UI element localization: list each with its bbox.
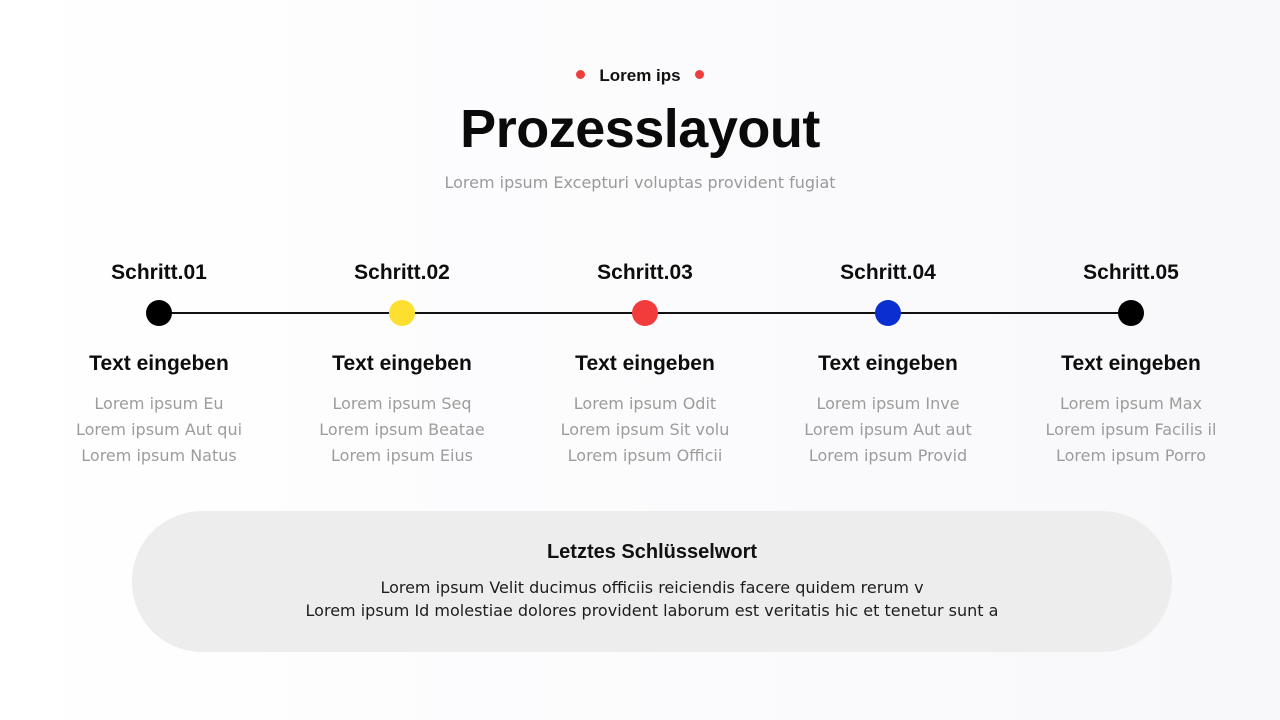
step-description-line: Lorem ipsum Officii — [567, 446, 723, 465]
step-description-line: Lorem ipsum Provid — [808, 446, 968, 465]
step-description — [768, 391, 1008, 469]
keyword-text — [132, 576, 1172, 622]
step-heading: Text eingeben — [89, 352, 229, 375]
step-description — [39, 391, 279, 469]
step-description — [525, 391, 765, 469]
red-dot-icon — [695, 70, 704, 79]
step-description-line: Lorem ipsum Inve — [816, 394, 960, 413]
step-label: Schritt.05 — [1083, 261, 1179, 284]
step-heading: Text eingeben — [1061, 352, 1201, 375]
step-dot-icon — [632, 300, 658, 326]
step-description-line: Lorem ipsum Sit volu — [560, 420, 730, 439]
step-heading: Text eingeben — [332, 352, 472, 375]
page-subtitle: Lorem ipsum Excepturi voluptas provident fugiat — [444, 173, 836, 192]
step-label: Schritt.03 — [597, 261, 693, 284]
step-dot-icon — [1118, 300, 1144, 326]
step-description-line: Lorem ipsum Eius — [331, 446, 473, 465]
step-dot-icon — [875, 300, 901, 326]
eyebrow — [0, 66, 1280, 86]
step-description-line: Lorem ipsum Facilis il — [1045, 420, 1217, 439]
step-description-line: Lorem ipsum Eu — [94, 394, 224, 413]
step-description — [282, 391, 522, 469]
step-description-line: Lorem ipsum Aut qui — [75, 420, 243, 439]
step-label: Schritt.04 — [840, 261, 936, 284]
step-heading: Text eingeben — [575, 352, 715, 375]
step-description-line: Lorem ipsum Odit — [573, 394, 717, 413]
step-heading: Text eingeben — [818, 352, 958, 375]
step-dot-icon — [389, 300, 415, 326]
page-title: Prozesslayout — [460, 99, 820, 159]
step-label: Schritt.01 — [111, 261, 207, 284]
red-dot-icon — [576, 70, 585, 79]
step-label: Schritt.02 — [354, 261, 450, 284]
step-dot-icon — [146, 300, 172, 326]
keyword-text-line: Lorem ipsum Id molestiae dolores provident laborum est veritatis hic et tenetur sunt a — [305, 601, 999, 620]
step-description-line: Lorem ipsum Seq — [332, 394, 472, 413]
step-description-line: Lorem ipsum Natus — [81, 446, 237, 465]
step-description — [1011, 391, 1251, 469]
step-description-line: Lorem ipsum Max — [1060, 394, 1202, 413]
keyword-title: Letztes Schlüsselwort — [546, 541, 758, 563]
eyebrow-text: Lorem ips — [599, 66, 681, 85]
step-description-line: Lorem ipsum Beatae — [319, 420, 485, 439]
step-description-line: Lorem ipsum Porro — [1055, 446, 1207, 465]
keyword-text-line: Lorem ipsum Velit ducimus officiis reiciendis facere quidem rerum v — [380, 578, 924, 597]
step-description-line: Lorem ipsum Aut aut — [804, 420, 972, 439]
